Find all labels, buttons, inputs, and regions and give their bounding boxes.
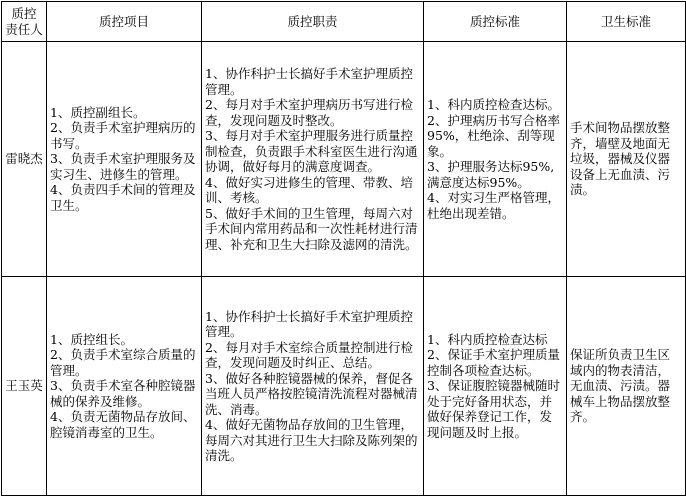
table-row <box>2 42 686 277</box>
control-items-cell <box>47 277 202 496</box>
hygiene-standards-cell <box>567 277 686 496</box>
list-item: 3、做好各种腔镜器械的保养，督促各当班人员严格按腔镜清洗流程对器械清洗、消毒。 <box>205 370 418 417</box>
list-item: 5、做好手术间的卫生管理，每周六对手术间内常用药品和一次性耗材进行清理、补充和卫生大扫除及滤网的清洗。 <box>205 205 418 252</box>
control-duties-cell <box>202 42 424 277</box>
control-items-cell <box>47 42 202 277</box>
header-responsible-person: 质控 责任人 <box>2 2 47 42</box>
table-row <box>2 277 686 496</box>
list-item: 2、每月对手术室综合质量控制进行检查，发现问题及时纠正、总结。 <box>205 339 413 370</box>
hygiene-standards-cell <box>567 42 686 277</box>
list-item: 1、协作科护士长搞好手术室护理质控管理。 <box>205 308 413 339</box>
header-control-standards: 质控标准 <box>424 2 567 42</box>
list-item: 4、做好实习进修生的管理、带教、培训、考核。 <box>205 174 413 205</box>
list-item: 2、负责手术室护理病历的书写。 <box>50 120 196 151</box>
header-control-duties: 质控职责 <box>202 2 424 42</box>
list-item: 3、负责手术室护理服务及实习生、进修生的管理。 <box>50 151 196 182</box>
list-item: 2、护理病历书写合格率95%，杜绝涂、刮等现象。 <box>427 112 560 159</box>
quality-control-table <box>1 1 686 496</box>
responsible-person: 王玉英 <box>2 277 47 496</box>
list-item: 4、负责无菌物品存放间、腔镜消毒室的卫生。 <box>50 409 196 440</box>
list-item: 1、质控组长。 <box>50 331 133 347</box>
list-item: 1、协作科护士长搞好手术室护理质控管理。 <box>205 66 413 97</box>
list-item: 2、每月对手术室护理病历书写进行检查，发现问题及时整改。 <box>205 97 413 128</box>
control-standards-cell <box>424 277 567 496</box>
responsible-person: 雷晓杰 <box>2 42 47 277</box>
list-item: 2、保证手术室护理质量控制各项检查达标。 <box>427 347 560 378</box>
hygiene-text: 手术间物品摆放整齐，墙壁及地面无垃圾，器械及仪器设备上无血渍、污渍。 <box>570 120 671 198</box>
header-control-items: 质控项目 <box>47 2 202 42</box>
list-item: 1、科内质控检查达标。 <box>427 97 560 112</box>
hygiene-text: 保证所负责卫生区域内的物表清洁，无血渍、污渍。器械车上物品摆放整齐。 <box>570 347 671 425</box>
list-item: 4、对实习生严格管理，杜绝出现差错。 <box>427 190 560 221</box>
list-item: 3、负责手术室各种腔镜器械的保养及维修。 <box>50 378 196 409</box>
list-item: 2、负责手术室综合质量的管理。 <box>50 347 196 378</box>
list-item: 4、做好无菌物品存放间的卫生管理，每周六对其进行卫生大扫除及陈列架的清洗。 <box>205 417 418 463</box>
list-item: 3、每月对手术室护理服务进行质量控制检查，负责跟手术科室医生进行沟通协调，做好每月的满意度调查。 <box>205 128 418 174</box>
list-item: 4、负责四手术间的管理及卫生。 <box>50 182 196 213</box>
list-item: 1、科内质控检查达标 <box>427 331 548 347</box>
list-item: 3、保证腹腔镜器械随时处于完好备用状态，并做好保养登记工作，发现问题及时上报。 <box>427 378 560 440</box>
list-item: 3、护理服务达标95%,满意度达标95%。 <box>427 159 555 190</box>
header-hygiene-standards: 卫生标准 <box>567 2 686 42</box>
table-header-row <box>2 2 686 42</box>
control-duties-cell <box>202 277 424 496</box>
list-item: 1、质控副组长。 <box>50 104 146 120</box>
control-standards-cell <box>424 42 567 277</box>
